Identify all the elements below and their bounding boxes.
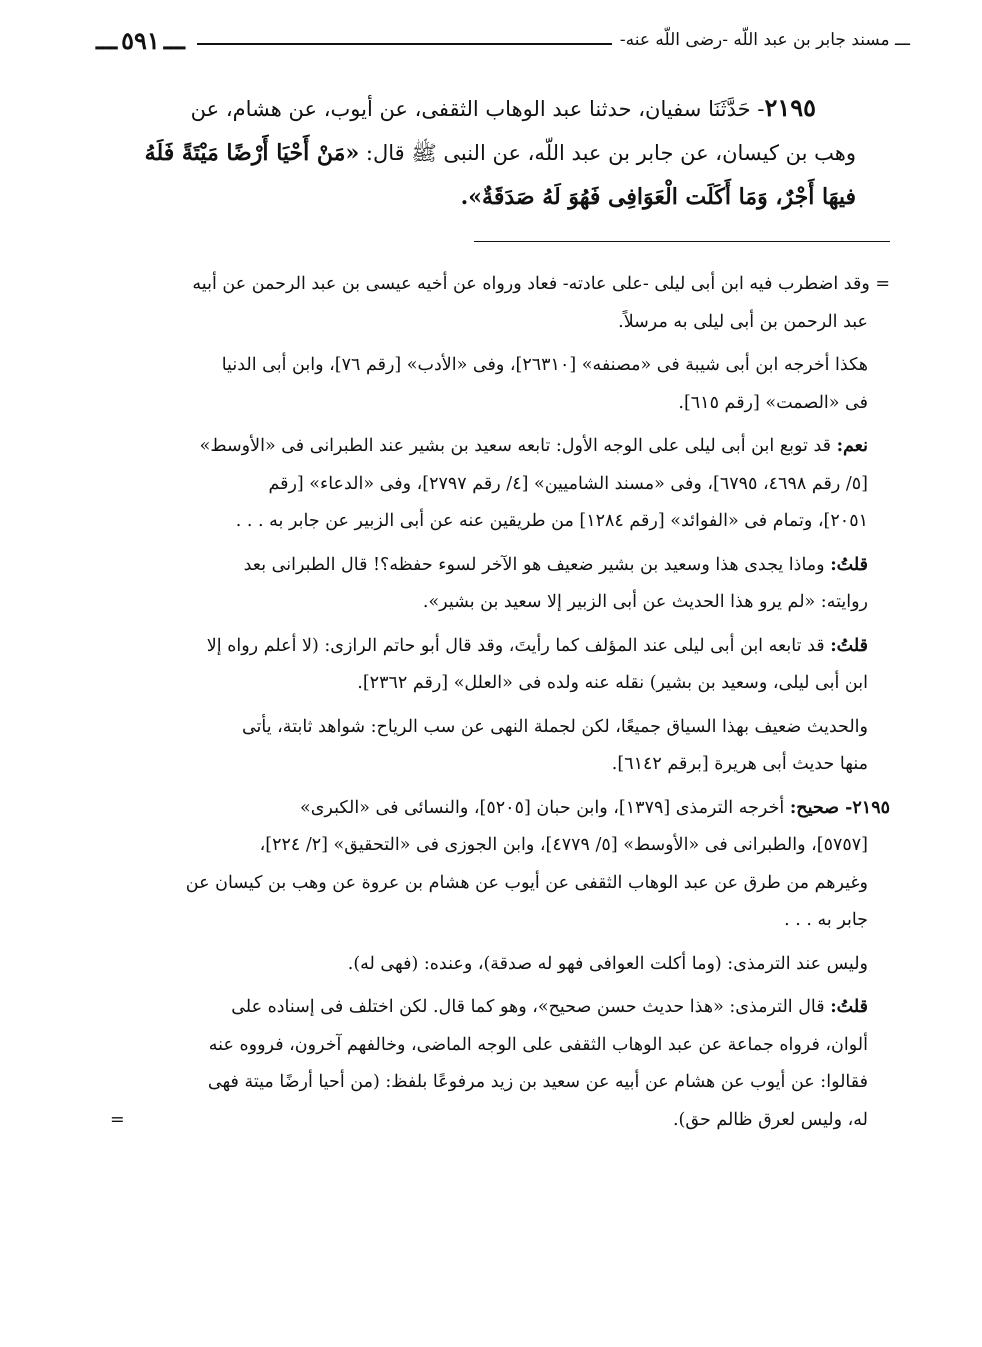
footnote-line	[88, 1102, 868, 1140]
footnote-separator	[474, 241, 890, 242]
footnote-line-text: وماذا يجدى هذا وسعيد بن بشير ضعيف هو الآخر لسوء حفظه؟! قال الطبرانى بعد	[243, 554, 831, 575]
hadith-quote-part-1: «مَنْ أَحْيَا أَرْضًا مَيْتَةً فَلَهُ	[144, 140, 360, 166]
footnote-line: عبد الرحمن بن أبى ليلى به مرسلاً.	[618, 311, 868, 332]
hadith-line-2-text: وهب بن كيسان، عن جابر بن عبد اللّه، عن النبى ﷺ قال:	[365, 141, 856, 165]
footnote-line: وغيرهم من طرق عن عبد الوهاب الثقفى عن أيوب عن هشام بن عروة عن وهب بن كيسان عن	[185, 872, 868, 893]
footnote-line-text: أخرجه الترمذى [١٣٧٩]، وابن حبان [٥٢٠٥]، والنسائى فى «الكبرى»	[300, 797, 790, 818]
footnote-lead: قلتُ:	[830, 554, 868, 575]
footnote-line: والحديث ضعيف بهذا السياق جميعًا، لكن لجملة النهى عن سب الرياح: شواهد ثابتة، يأتى	[241, 716, 868, 737]
footnote-line: فى «الصمت» [رقم ٦١٥].	[678, 392, 868, 413]
hadith-text	[92, 86, 856, 219]
footnote-para-2	[88, 347, 890, 422]
footnote-line: ٢٠٥١]، وتمام فى «الفوائد» [رقم ١٢٨٤] من طريقين عنه عن أبى الزبير عن جابر به . . .	[235, 511, 868, 531]
footnote-line: هكذا أخرجه ابن أبى شيبة فى «مصنفه» [٢٦٣١٠]، وفى «الأدب» [رقم ٧٦]، وابن أبى الدنيا	[221, 355, 868, 375]
footnote-line: فقالوا: عن أيوب عن هشام عن أبيه عن سعيد بن زيد مرفوعًا بلفظ: (من أحيا أرضًا ميتة فهى	[207, 1072, 868, 1092]
footnote-line	[88, 628, 868, 666]
footnote-lead: نعم:	[836, 436, 868, 456]
footnote-line: وليس عند الترمذى: (وما أكلت العوافى فهو له صدقة)، وعنده: (فهى له).	[347, 953, 868, 974]
footnote-line: ابن أبى ليلى، وسعيد بن بشير) نقله عنه ولده فى «العلل» [رقم ٢٣٦٢].	[357, 673, 868, 693]
running-title: ـــ مسند جابر بن عبد اللّه -رضى اللّه عنه-	[612, 30, 910, 50]
footnote-line-text: قد تابعه ابن أبى ليلى عند المؤلف كما رأيتَ، وقد قال أبو حاتم الرازى: (لا أعلم رواه إلا	[206, 635, 831, 656]
page-number: ٥٩١	[121, 26, 160, 55]
footnote-line-text: قد توبع ابن أبى ليلى على الوجه الأول: تابعه سعيد بن بشير عند الطبرانى فى «الأوسط»	[199, 436, 837, 456]
footnote-para-3	[88, 428, 890, 541]
footnote-line: [٥٧٥٧]، والطبرانى فى «الأوسط» [٥/ ٤٧٧٩]، وابن الجوزى فى «التحقيق» [٢/ ٢٢٤]،	[259, 835, 868, 855]
footnote-line: منها حديث أبى هريرة [برقم ٦١٤٢].	[611, 754, 868, 774]
footnote-para-9	[88, 989, 890, 1139]
hadith-line-1-text: - حَدَّثَنَا سفيان، حدثنا عبد الوهاب الثقفى، عن أيوب، عن هشام، عن	[190, 97, 765, 121]
footnote-lead: ٢١٩٥- صحيح:	[789, 797, 890, 818]
footnote-lead: قلتُ:	[830, 997, 868, 1017]
footnote-lead: قلتُ:	[830, 635, 868, 656]
hadith-line-1	[92, 86, 856, 131]
footnote-line	[88, 547, 868, 585]
footnote-para-5	[88, 628, 890, 703]
footnote-line: جابر به . . .	[784, 910, 868, 930]
footnote-para-7	[88, 790, 890, 940]
footnote-para-4	[88, 547, 890, 622]
footnote-para-6	[88, 709, 890, 784]
page-number-wrap: ـــ٥٩١ـــ	[92, 26, 197, 55]
footnote-line: ألوان، فرواه جماعة عن عبد الوهاب الثقفى على الوجه الماضى، وخالفهم آخرون، فرووه عنه	[208, 1034, 868, 1055]
footnote-line: [٥/ رقم ٤٦٩٨، ٦٧٩٥]، وفى «مسند الشاميين» [٤/ رقم ٢٧٩٧]، وفى «الدعاء» [رقم	[268, 473, 868, 494]
footnote-line: = وقد اضطرب فيه ابن أبى ليلى -على عادته- فعاد ورواه عن أخيه عيسى بن عبد الرحمن عن أبيه	[192, 274, 890, 294]
continued-mark: =	[110, 1109, 125, 1130]
running-header	[92, 26, 910, 60]
hadith-line-3: فيهَا أَجْرٌ، وَمَا أَكَلَت الْعَوَافِى فَهُوَ لَهُ صَدَقَةٌ».	[460, 184, 856, 210]
footnote-line-text: قال الترمذى: «هذا حديث حسن صحيح»، وهو كما قال. لكن اختلف فى إسناده على	[231, 997, 831, 1017]
footnotes	[88, 266, 890, 1145]
footnote-para-8	[88, 946, 890, 984]
footnote-line: روايته: «لم يرو هذا الحديث عن أبى الزبير إلا سعيد بن بشير».	[422, 592, 868, 612]
footnote-line-text: له، وليس لعرق ظالم حق).	[672, 1109, 868, 1130]
hadith-line-2	[92, 131, 856, 175]
hadith-number: ٢١٩٥	[764, 93, 816, 122]
footnote-line	[88, 428, 868, 466]
footnote-line	[88, 989, 868, 1027]
footnote-para-1	[88, 266, 890, 341]
footnote-line	[88, 790, 890, 828]
